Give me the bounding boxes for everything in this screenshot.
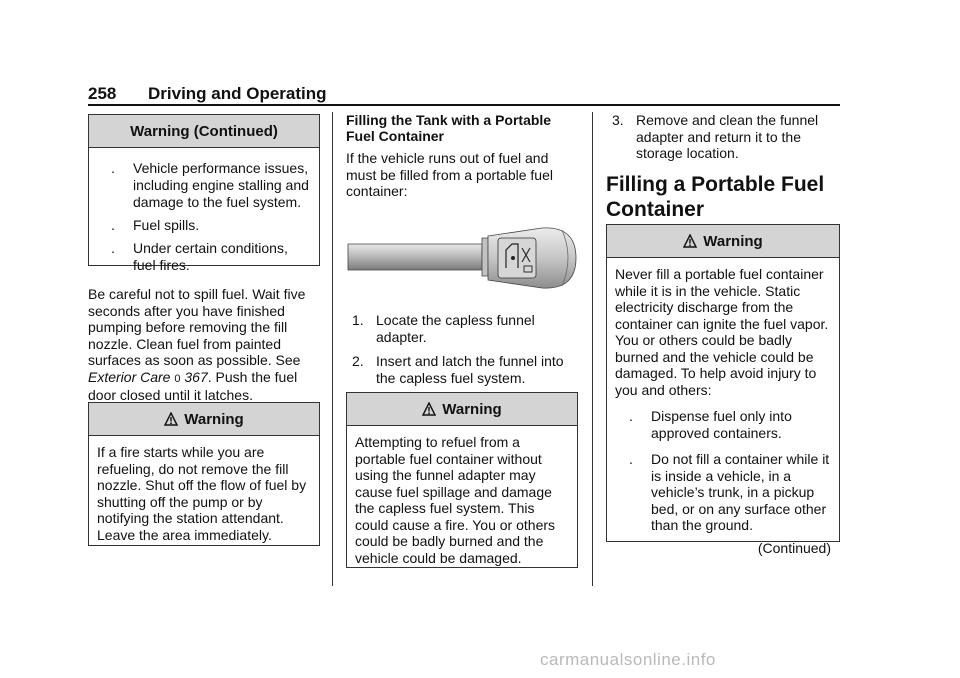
warning-portable-box <box>606 224 840 556</box>
list-item <box>346 353 578 386</box>
bullet-dot: . <box>111 240 115 256</box>
continued-label: (Continued) <box>757 539 831 556</box>
bullet-dot: . <box>111 160 115 176</box>
warning-title: Warning <box>703 232 763 250</box>
list-item <box>606 112 838 162</box>
list-item <box>629 451 831 534</box>
bullet-text: Fuel spills. <box>133 217 200 233</box>
middle-heading <box>346 112 576 144</box>
warning-triangle-icon <box>683 234 697 248</box>
warning-funnel-body <box>347 426 577 574</box>
bullet-dot: . <box>629 408 633 424</box>
portable-fuel-section-title <box>606 172 838 222</box>
bullet-dot: . <box>111 217 115 233</box>
warning-continued-box <box>88 114 320 273</box>
step-text: Locate the capless funnel adapter. <box>376 312 535 345</box>
step-number: 2. <box>352 353 364 369</box>
list-item <box>111 240 311 274</box>
step-text: Insert and latch the funnel into the capless fuel system. <box>376 353 564 386</box>
bullet-text: Vehicle performance issues, including engine stalling and damage to the fuel system. <box>133 160 309 210</box>
page-number: 258 <box>88 84 117 103</box>
warning-text: If a fire starts while you are refueling, do not remove the fill nozzle. Shut off the flow of fuel by shutting off the pump or by notifying the station attendant. Leave the area immediately. <box>97 444 307 543</box>
portable-fuel-heading: Filling the Tank with a Portable Fuel Container <box>346 112 552 144</box>
warning-continued-title: Warning (Continued) <box>130 122 278 140</box>
warning-title: Warning <box>184 410 244 428</box>
middle-intro <box>346 150 578 200</box>
bullet-text: Do not fill a container while it is inside a vehicle, in a vehicle’s trunk, in a pickup bed, or on any surface other than the ground. <box>651 451 830 533</box>
warning-funnel-box <box>346 392 578 568</box>
warning-text: Never fill a portable fuel container while it is in the vehicle. Static electricity discharge from the container can ignite the fuel vapor. You or others could be badly burned and the vehicle could be damaged. To help avoid injury to you and others: <box>615 266 829 398</box>
section-title-text: Filling a Portable Fuel Container <box>606 173 825 221</box>
section-title-header: Driving and Operating <box>148 84 327 103</box>
middle-steps <box>346 312 578 394</box>
step-number: 1. <box>352 312 364 328</box>
warning-portable-header <box>607 225 839 258</box>
warning-fire-box <box>88 402 320 546</box>
ref-symbol: 0 <box>174 372 181 385</box>
warning-title: Warning <box>442 400 502 418</box>
header-rule <box>88 104 840 106</box>
list-item <box>629 408 831 441</box>
paragraph-text: Be careful not to spill fuel. Wait five seconds after you have finished pumping before removing the fill nozzle. Clean fuel from painted surfaces as soon as possible. See <box>88 286 306 368</box>
column-divider-right <box>592 112 593 586</box>
warning-triangle-icon <box>164 412 178 426</box>
step-text: Remove and clean the funnel adapter and return it to the storage location. <box>636 112 819 161</box>
left-paragraph <box>88 286 320 404</box>
bullet-text: Under certain conditions, fuel fires. <box>133 240 288 273</box>
warning-funnel-header <box>347 393 577 426</box>
column-divider-left <box>332 112 333 586</box>
warning-portable-body <box>607 258 839 564</box>
exterior-care-link[interactable]: Exterior Care <box>88 368 171 385</box>
list-item <box>111 217 311 234</box>
bullet-dot: . <box>629 451 633 467</box>
step-number: 3. <box>612 112 624 128</box>
paragraph-end: . Push the fuel door closed until it latches. <box>88 368 298 403</box>
right-step <box>606 112 838 170</box>
funnel-adapter-illustration <box>346 218 578 298</box>
warning-fire-body <box>89 436 319 551</box>
warning-fire-header <box>89 403 319 436</box>
bullet-text: Dispense fuel only into approved containers. <box>651 408 792 441</box>
warning-text: Attempting to refuel from a portable fuel container without using the funnel adapter may cause fuel spillage and damage the capless fuel system. This could cause a fire. You or others could be badly burned and the vehicle could be damaged. <box>355 434 556 566</box>
intro-text: If the vehicle runs out of fuel and must be filled from a portable fuel container: <box>346 150 553 199</box>
warning-triangle-icon <box>422 402 436 416</box>
warning-continued-body <box>89 148 319 288</box>
ref-page[interactable]: 367 <box>184 368 208 385</box>
list-item <box>111 160 311 211</box>
warning-continued-header <box>89 115 319 148</box>
watermark: carmanualsonline.info <box>540 650 716 669</box>
list-item <box>346 312 578 345</box>
